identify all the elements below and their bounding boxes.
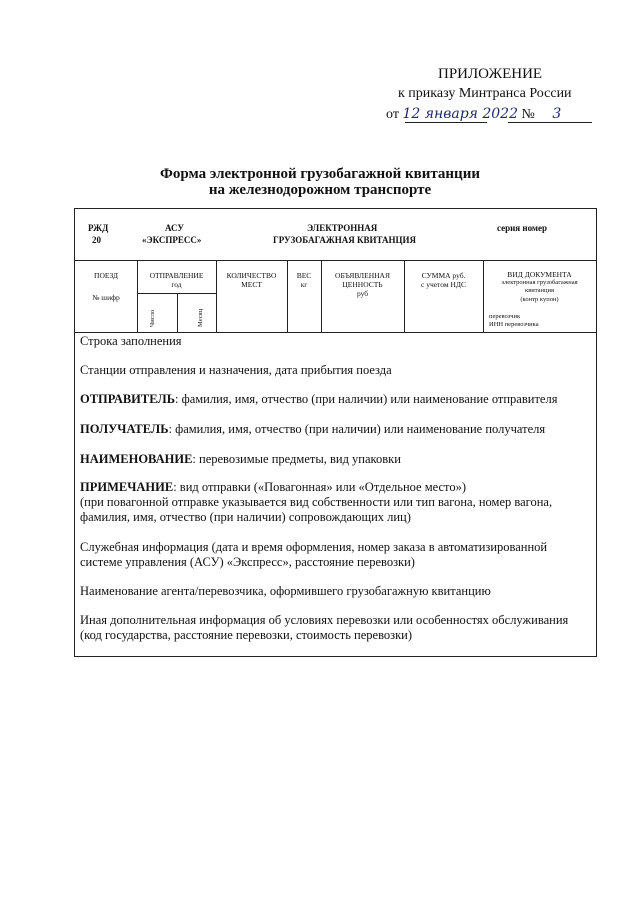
sender-text: : фамилия, имя, отчество (при наличии) или наименование отправителя [175, 392, 558, 406]
number-prefix: № [521, 107, 535, 122]
service-line-1: Служебная информация (дата и время оформления, номер заказа в автоматизированной [80, 540, 548, 554]
date-underline [405, 122, 487, 123]
appendix-date [386, 106, 561, 123]
col-departure: ОТПРАВЛЕНИЕ [149, 271, 204, 280]
date-prefix: от [386, 107, 399, 122]
service-line-2: системе управления (АСУ) «Экспресс», расстояние перевозки) [80, 555, 415, 569]
note-text: : вид отправки («Повагонная» или «Отдельное место») [173, 480, 467, 494]
col-weight-1: ВЕС [296, 271, 312, 280]
other-line-1: Иная дополнительная информация об условиях перевозки или особенностях обслуживания [80, 613, 569, 627]
agent-line: Наименование агента/перевозчика, оформившего грузобагажную квитанцию [80, 584, 491, 598]
col-declared-1: ОБЪЯВЛЕННАЯ [335, 271, 390, 280]
receiver-line [80, 421, 545, 437]
doc-title-2: ГРУЗОБАГАЖНАЯ КВИТАНЦИЯ [273, 235, 417, 245]
asu-name: «ЭКСПРЕСС» [142, 235, 202, 245]
col-doctype-l3: (контр купон) [520, 296, 559, 303]
col-departure-year: год [171, 280, 182, 289]
header-divider [75, 260, 596, 261]
appendix-order: к приказу Минтранса России [398, 86, 572, 101]
col-doctype-l1: электронная грузобагажная [501, 279, 578, 286]
note-line [80, 479, 466, 495]
col-day: Число [149, 309, 156, 327]
col-places-1: КОЛИЧЕСТВО [226, 271, 277, 280]
stations-line: Станции отправления и назначения, дата прибытия поезда [80, 363, 392, 377]
rzd-label: РЖД [88, 223, 109, 233]
name-line [80, 451, 401, 467]
sender-line [80, 391, 557, 407]
note-line-3: фамилия, имя, отчество (при наличии) сопровождающих лиц) [80, 510, 411, 524]
doc-title-1: ЭЛЕКТРОННАЯ [307, 223, 378, 233]
col-month: Месяц [197, 308, 204, 327]
col-declared-3: руб [356, 289, 369, 298]
col-places-2: МЕСТ [241, 280, 262, 289]
series-label: серия номер [497, 223, 548, 233]
name-label: НАИМЕНОВАНИЕ [80, 452, 193, 466]
col-line-day [177, 293, 178, 332]
rzd-code: 20 [92, 235, 101, 245]
receiver-text: : фамилия, имя, отчество (при наличии) или наименование получателя [168, 422, 546, 436]
handwritten-number: 3 [552, 106, 562, 122]
col-sum-1: СУММА руб. [421, 271, 466, 280]
col-train-sub: № шифр [92, 293, 120, 302]
note-line-2: (при повагонной отправке указывается вид собственности или тип вагона, номер вагона, [80, 495, 553, 509]
col-declared-2: ЦЕННОСТЬ [342, 280, 383, 289]
other-line-2: (код государства, расстояние перевозки, стоимость перевозки) [80, 628, 413, 642]
form-title-line2: на железнодорожном транспорте [208, 182, 432, 198]
handwritten-date: 12 января 2022 [402, 106, 518, 122]
col-weight-2: кг [300, 280, 308, 289]
appendix-title: ПРИЛОЖЕНИЕ [438, 66, 543, 82]
col-carrier: перевозчик [489, 313, 521, 320]
sender-label: ОТПРАВИТЕЛЬ [80, 392, 175, 406]
col-doctype: ВИД ДОКУМЕНТА [507, 270, 572, 279]
name-text: : перевозимые предметы, вид упаковки [192, 452, 401, 466]
col-doctype-l2: квитанция [525, 287, 554, 294]
receiver-label: ПОЛУЧАТЕЛЬ [80, 422, 169, 436]
col-sum-2: с учетом НДС [421, 280, 466, 289]
asu-label: АСУ [165, 223, 185, 233]
note-label: ПРИМЕЧАНИЕ [80, 480, 174, 494]
number-underline [508, 122, 592, 123]
form-title-line1: Форма электронной грузобагажной квитанции [160, 166, 480, 182]
fill-line: Строка заполнения [80, 334, 182, 348]
col-train: ПОЕЗД [94, 271, 118, 280]
col-carrier-inn: ИНН перевозчика [489, 321, 539, 328]
